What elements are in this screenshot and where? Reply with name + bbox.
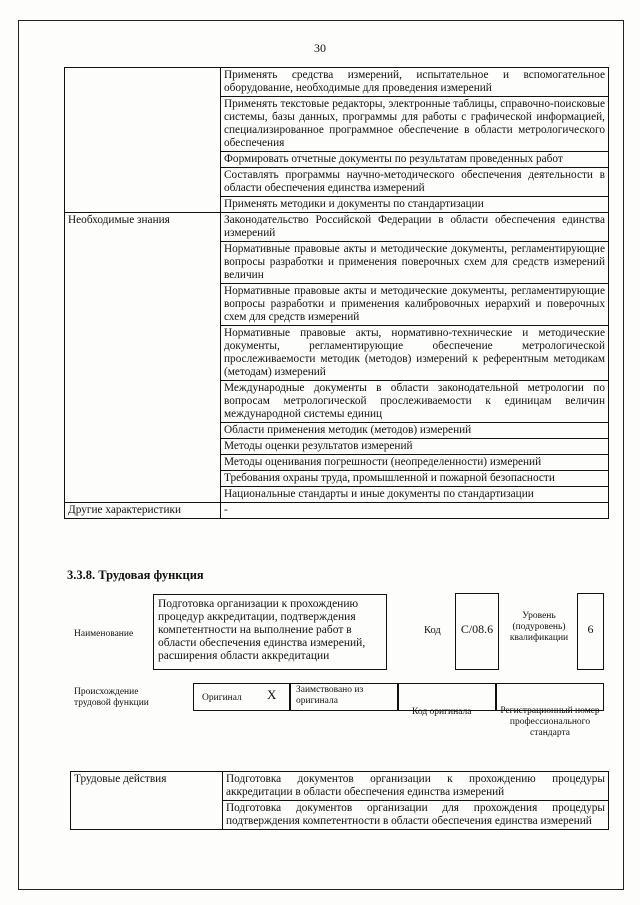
reg-number-label: Регистрационный номер профессионального стандарта (500, 706, 600, 738)
borrowed-label: Заимствовано из оригинала (296, 685, 364, 706)
origin-label: Происхождение трудовой функции (74, 687, 149, 708)
level-box: 6 (577, 593, 604, 670)
code-original-label: Код оригинала (412, 707, 472, 717)
list-item: Международные документы в области законодательной метрологии по вопросам метрологической прослеживаемости к единицам величин международной системы единиц (221, 381, 609, 423)
original-label: Оригинал (202, 693, 242, 703)
list-item: Национальные стандарты и иные документы по стандартизации (221, 487, 609, 503)
list-item: Формировать отчетные документы по результатам проведенных работ (221, 152, 609, 168)
list-item: Законодательство Российской Федерации в области обеспечения единства измерений (221, 213, 609, 242)
row-label-knowledge: Необходимые знания (65, 213, 221, 503)
list-item: Применять средства измерений, испытательное и вспомогательное оборудование, необходимые для проведения измерений (221, 68, 609, 97)
level-label: Уровень (подуровень) квалификации (509, 611, 569, 643)
list-item: Подготовка документов организации для прохождения процедуры подтверждения компетентности в области обеспечения единства измерений (223, 801, 609, 830)
list-item: Подготовка документов организации к прохождению процедуры аккредитации в области обеспечения единства измерений (223, 772, 609, 801)
list-item: Требования охраны труда, промышленной и пожарной безопасности (221, 471, 609, 487)
list-item: Методы оценивания погрешности (неопределенности) измерений (221, 455, 609, 471)
list-item: Методы оценки результатов измерений (221, 439, 609, 455)
list-item: Нормативные правовые акты и методические документы, регламентирующие вопросы разработки и применения калибровочных иерархий и поверочных схем для средств измерений (221, 284, 609, 326)
requirements-table (64, 67, 609, 519)
code-box: C/08.6 (455, 593, 499, 670)
table-row (65, 213, 609, 242)
original-mark: X (267, 687, 277, 702)
function-name-box: Подготовка организации к прохождению процедур аккредитации, подтверждения компетентности на выполнение работ в области обеспечения единства измерений, расширения области аккредитации (153, 594, 387, 670)
code-label: Код (424, 625, 441, 636)
row-label-actions: Трудовые действия (71, 772, 223, 830)
name-label: Наименование (74, 629, 134, 639)
list-item: Нормативные правовые акты, нормативно-технические и методические документы, регламентирующие обеспечение метрологической прослеживаемости методик (методов) измерений к референтным методикам (методам) измерений (221, 326, 609, 381)
table-row (65, 68, 609, 97)
list-item: - (221, 503, 609, 519)
row-label (65, 68, 221, 213)
labor-actions-table (70, 771, 609, 830)
list-item: Применять текстовые редакторы, электронные таблицы, справочно-поисковые системы, базы данных, программы для работы с графической информацией, специализированное программное обеспечение в области метрологического обеспечения (221, 97, 609, 152)
table-row (71, 772, 609, 801)
list-item: Применять методики и документы по стандартизации (221, 197, 609, 213)
table-row (65, 503, 609, 519)
row-label-other: Другие характеристики (65, 503, 221, 519)
list-item: Составлять программы научно-методического обеспечения деятельности в области обеспечения единства измерений (221, 168, 609, 197)
page-number: 30 (314, 41, 326, 55)
list-item: Нормативные правовые акты и методические документы, регламентирующие вопросы разработки и применения поверочных схем для средств измерений величин (221, 242, 609, 284)
list-item: Области применения методик (методов) измерений (221, 423, 609, 439)
section-heading: 3.3.8. Трудовая функция (67, 568, 204, 582)
